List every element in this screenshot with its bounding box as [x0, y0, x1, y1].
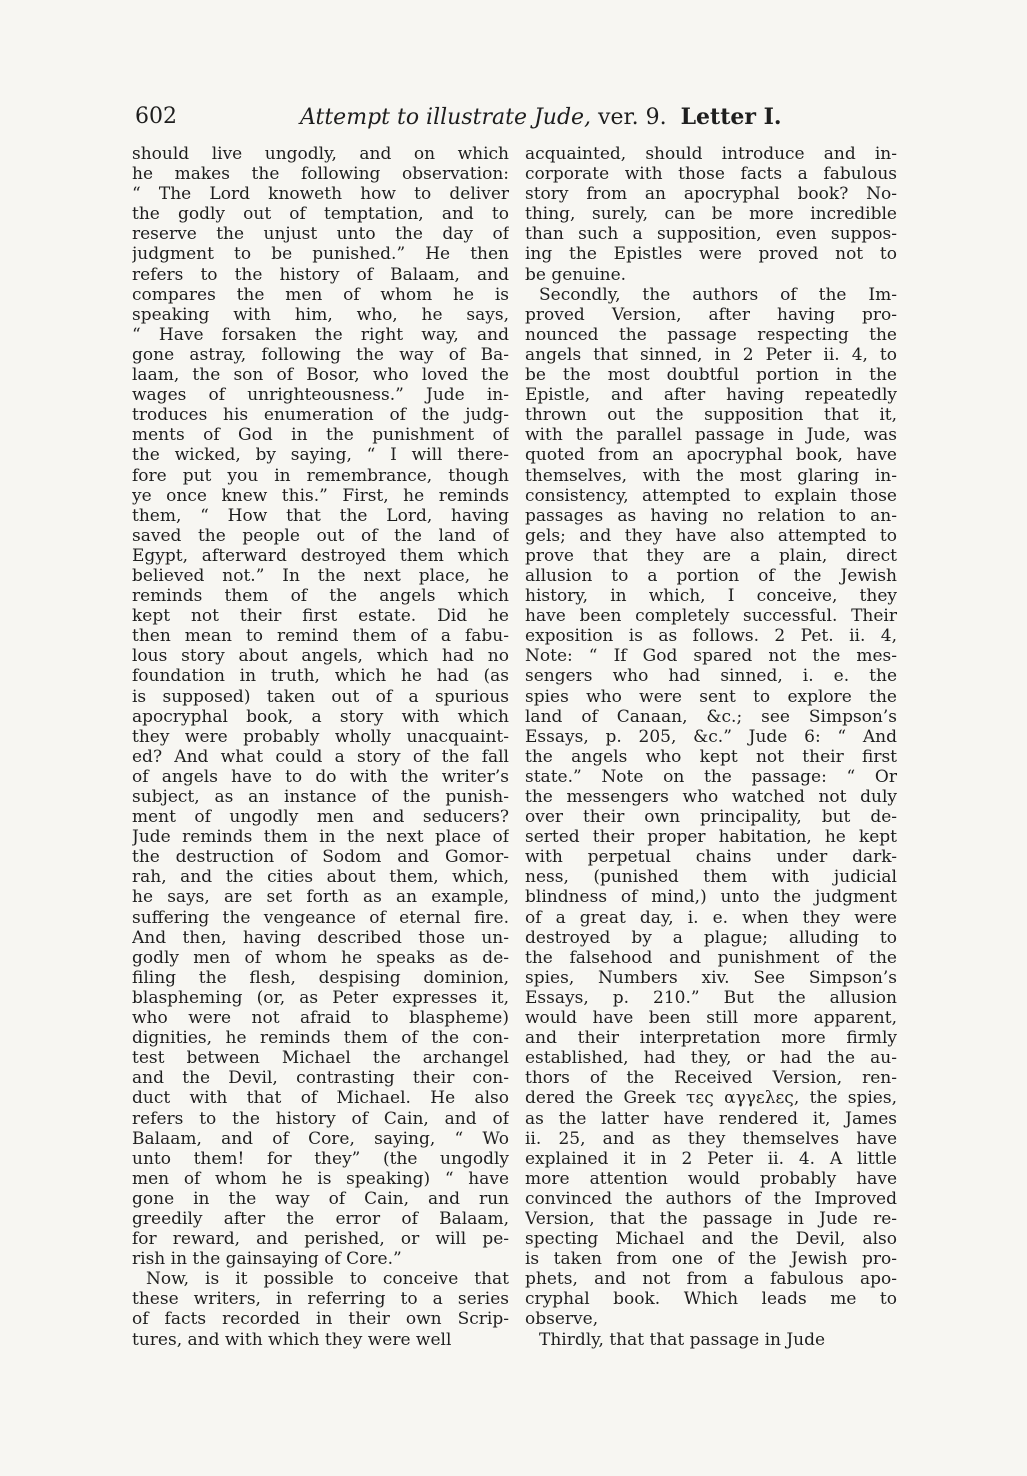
text-line: over their own principality, but de-: [525, 807, 897, 828]
text-line: speaking with him, who, he says,: [132, 304, 509, 325]
text-line: cryphal book. Which leads me to: [525, 1289, 897, 1310]
page-number: 602: [135, 104, 177, 129]
right-column: [525, 144, 897, 1374]
text-line: judgment to be punished.” He then: [132, 244, 509, 265]
text-line: consistency, attempted to explain those: [525, 485, 897, 506]
text-line: story from an apocryphal book? No-: [525, 184, 897, 205]
text-line: state.” Note on the passage: “ Or: [525, 766, 897, 787]
text-line: the falsehood and punishment of the: [525, 947, 897, 968]
text-line: themselves, with the most glaring in-: [525, 465, 897, 486]
text-line: rish in the gainsaying of Core.”: [132, 1249, 402, 1270]
text-line: Now, is it possible to conceive that: [146, 1269, 509, 1290]
text-line: the godly out of temptation, and to: [132, 204, 509, 225]
text-line: they were probably wholly unacquaint-: [132, 726, 509, 747]
text-line: and the Devil, contrasting their con-: [132, 1068, 509, 1089]
text-line: men of whom he is speaking) “ have: [132, 1168, 509, 1189]
text-line: would have been still more apparent,: [525, 1008, 897, 1029]
text-line: established, had they, or had the au-: [525, 1048, 897, 1069]
text-line: convinced the authors of the Improved: [525, 1188, 897, 1209]
text-line: suffering the vengeance of eternal fire.: [132, 907, 509, 928]
left-column: [132, 144, 509, 1374]
text-line: phets, and not from a fabulous apo-: [525, 1269, 897, 1290]
running-head: [135, 104, 900, 136]
text-line: allusion to a portion of the Jewish: [525, 565, 897, 586]
text-line: than such a supposition, even suppos-: [525, 224, 897, 245]
text-line: of a great day, i. e. when they were: [525, 907, 897, 928]
text-line: serted their proper habitation, he kept: [525, 827, 897, 848]
text-line: reserve the unjust unto the day of: [132, 224, 509, 245]
text-line: Thirdly, that that passage in Jude: [539, 1329, 826, 1350]
text-line: tures, and with which they were well: [132, 1329, 452, 1350]
text-line: them, “ How that the Lord, having: [132, 505, 509, 526]
text-line: “ The Lord knoweth how to deliver: [132, 184, 509, 205]
text-line: is taken from one of the Jewish pro-: [525, 1249, 897, 1270]
text-line: Epistle, and after having repeatedly: [525, 385, 897, 406]
text-line: saved the people out of the land of: [132, 525, 509, 546]
text-line: acquainted, should introduce and in-: [525, 144, 897, 164]
text-line: nounced the passage respecting the: [525, 324, 897, 345]
text-line: passages as having no relation to an-: [525, 505, 897, 526]
title-letter: Letter I.: [680, 104, 782, 130]
title-verse: ver. 9.: [598, 105, 667, 130]
text-line: corporate with those facts a fabulous: [525, 164, 897, 185]
text-line: troduces his enumeration of the judg-: [132, 405, 509, 426]
text-line: ye once knew this.” First, he reminds: [132, 485, 509, 506]
text-line: then mean to remind them of a fabu-: [132, 626, 509, 647]
text-line: the angels who kept not their first: [525, 746, 897, 767]
text-line: who were not afraid to blaspheme): [132, 1008, 509, 1029]
text-line: Secondly, the authors of the Im-: [539, 284, 897, 305]
text-line: quoted from an apocryphal book, have: [525, 445, 897, 466]
text-line: with the parallel passage in Jude, was: [525, 425, 897, 446]
text-line: should live ungodly, and on which: [132, 144, 509, 164]
text-line: observe,: [525, 1309, 599, 1330]
running-title: [300, 104, 782, 130]
text-line: proved Version, after having pro-: [525, 304, 897, 325]
text-line: rah, and the cities about them, which,: [132, 867, 509, 888]
text-line: ness, (punished them with judicial: [525, 867, 897, 888]
title-italic: Attempt to illustrate Jude,: [300, 105, 592, 130]
text-line: Note: “ If God spared not the mes-: [525, 646, 897, 667]
text-line: godly men of whom he speaks as de-: [132, 947, 509, 968]
text-line: compares the men of whom he is: [132, 284, 509, 305]
text-line: dered the Greek τες αγγελες, the spies,: [525, 1088, 897, 1109]
text-line: the messengers who watched not duly: [525, 787, 897, 807]
text-line: is supposed) taken out of a spurious: [132, 686, 509, 707]
text-line: subject, as an instance of the punish-: [132, 787, 509, 807]
text-line: wages of unrighteousness.” Jude in-: [132, 385, 509, 406]
text-line: these writers, in referring to a series: [132, 1289, 509, 1310]
text-line: of angels have to do with the writer’s: [132, 766, 509, 787]
text-line: refers to the history of Cain, and of: [132, 1108, 509, 1129]
text-line: apocryphal book, a story with which: [132, 706, 509, 727]
text-line: Balaam, and of Core, saying, “ Wo: [132, 1128, 509, 1149]
text-line: as the latter have rendered it, James: [525, 1108, 897, 1129]
text-line: spies, Numbers xiv. See Simpson’s: [525, 967, 897, 988]
text-line: dignities, he reminds them of the con-: [132, 1028, 509, 1049]
text-line: greedily after the error of Balaam,: [132, 1208, 509, 1229]
text-line: refers to the history of Balaam, and: [132, 264, 509, 285]
text-line: gone in the way of Cain, and run: [132, 1188, 509, 1209]
text-line: thors of the Received Version, ren-: [525, 1068, 897, 1089]
text-line: Version, that the passage in Jude re-: [525, 1208, 897, 1229]
text-line: and their interpretation more firmly: [525, 1028, 897, 1049]
text-line: filing the flesh, despising dominion,: [132, 967, 509, 988]
text-line: “ Have forsaken the right way, and: [132, 324, 509, 345]
text-line: foundation in truth, which he had (as: [132, 666, 509, 687]
text-line: angels that sinned, in 2 Peter ii. 4, to: [525, 344, 897, 365]
text-line: blindness of mind,) unto the judgment: [525, 887, 897, 908]
text-line: history, in which, I conceive, they: [525, 586, 897, 607]
text-line: Essays, p. 210.” But the allusion: [525, 987, 897, 1008]
text-line: with perpetual chains under dark-: [525, 847, 897, 868]
text-line: be the most doubtful portion in the: [525, 365, 897, 386]
text-line: Jude reminds them in the next place of: [132, 827, 509, 848]
text-line: reminds them of the angels which: [132, 586, 509, 607]
text-line: ii. 25, and as they themselves have: [525, 1128, 897, 1149]
text-line: And then, having described those un-: [132, 927, 509, 948]
text-line: laam, the son of Bosor, who loved the: [132, 365, 509, 386]
text-line: spies who were sent to explore the: [525, 686, 897, 707]
text-line: Essays, p. 205, &c.” Jude 6: “ And: [525, 726, 897, 747]
text-line: thing, surely, can be more incredible: [525, 204, 897, 225]
text-line: have been completely successful. Their: [525, 606, 897, 627]
text-line: lous story about angels, which had no: [132, 646, 509, 667]
text-line: ments of God in the punishment of: [132, 425, 509, 446]
text-line: test between Michael the archangel: [132, 1048, 509, 1069]
text-line: ing the Epistles were proved not to: [525, 244, 897, 265]
text-line: fore put you in remembrance, though: [132, 465, 509, 486]
text-line: gone astray, following the way of Ba-: [132, 344, 509, 365]
text-line: more attention would probably have: [525, 1168, 897, 1189]
text-line: he says, are set forth as an example,: [132, 887, 509, 908]
text-line: Egypt, afterward destroyed them which: [132, 545, 509, 566]
text-line: ment of ungodly men and seducers?: [132, 807, 509, 828]
text-line: prove that they are a plain, direct: [525, 545, 897, 566]
text-line: he makes the following observation:: [132, 164, 509, 185]
text-line: destroyed by a plague; alluding to: [525, 927, 897, 948]
text-line: blaspheming (or, as Peter expresses it,: [132, 987, 509, 1008]
text-line: gels; and they have also attempted to: [525, 525, 897, 546]
text-line: believed not.” In the next place, he: [132, 565, 509, 586]
text-line: ed? And what could a story of the fall: [132, 746, 509, 767]
text-line: for reward, and perished, or will pe-: [132, 1229, 509, 1250]
text-line: kept not their first estate. Did he: [132, 606, 509, 627]
text-line: thrown out the supposition that it,: [525, 405, 897, 426]
text-line: duct with that of Michael. He also: [132, 1088, 509, 1109]
text-line: be genuine.: [525, 264, 627, 285]
text-line: the destruction of Sodom and Gomor-: [132, 847, 509, 868]
text-line: unto them! for they” (the ungodly: [132, 1148, 509, 1169]
text-line: specting Michael and the Devil, also: [525, 1229, 897, 1250]
text-line: explained it in 2 Peter ii. 4. A little: [525, 1148, 897, 1169]
text-line: sengers who had sinned, i. e. the: [525, 666, 897, 687]
text-line: of facts recorded in their own Scrip-: [132, 1309, 509, 1330]
text-line: the wicked, by saying, “ I will there-: [132, 445, 509, 466]
text-line: land of Canaan, &c.; see Simpson’s: [525, 706, 897, 727]
text-line: exposition is as follows. 2 Pet. ii. 4,: [525, 626, 897, 647]
